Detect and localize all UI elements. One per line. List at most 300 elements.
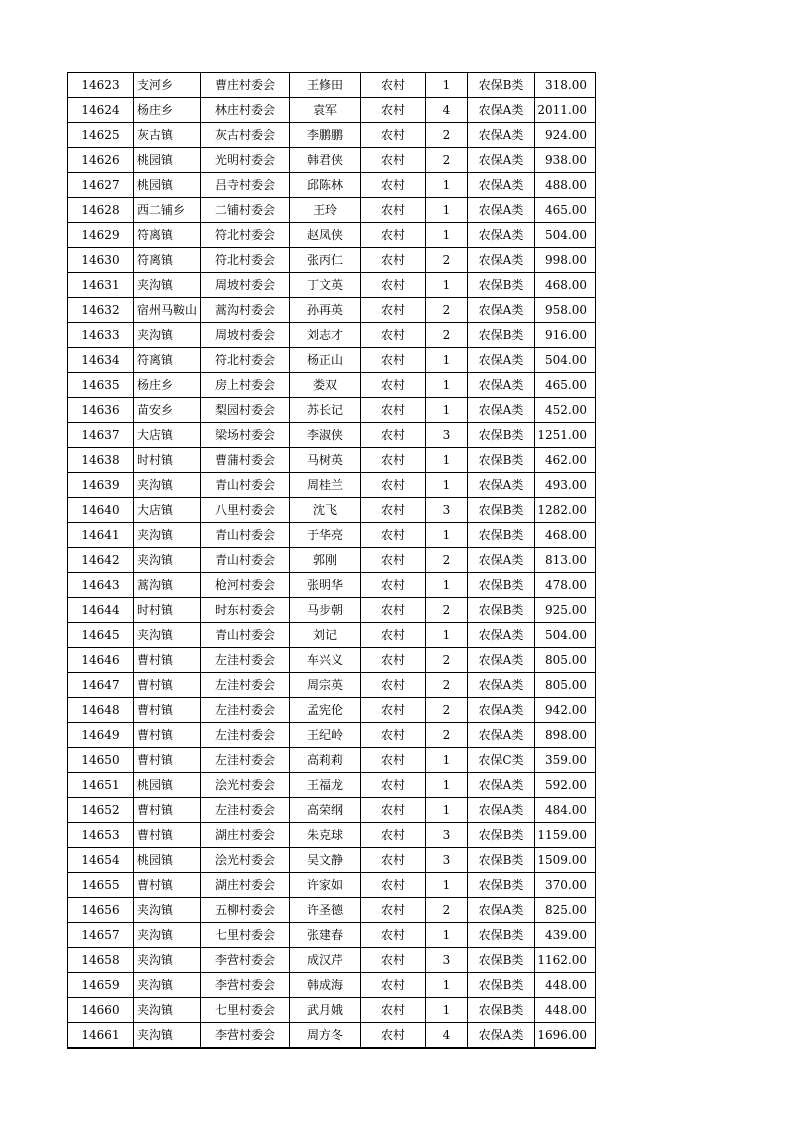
township-cell: 西二铺乡 [134, 198, 201, 223]
table-row [68, 323, 596, 348]
village-committee-cell: 周坡村委会 [201, 273, 290, 298]
village-committee-cell: 浍光村委会 [201, 848, 290, 873]
household-count-cell: 1 [426, 348, 468, 373]
amount-cell: 462.00 [535, 448, 596, 473]
village-committee-cell: 左洼村委会 [201, 723, 290, 748]
township-cell: 杨庄乡 [134, 98, 201, 123]
residence-type-cell: 农村 [361, 698, 426, 723]
table-row [68, 623, 596, 648]
residence-type-cell: 农村 [361, 998, 426, 1023]
insurance-class-cell: 农保A类 [468, 698, 535, 723]
township-cell: 大店镇 [134, 498, 201, 523]
amount-cell: 1159.00 [535, 823, 596, 848]
table-row [68, 248, 596, 273]
village-committee-cell: 李营村委会 [201, 948, 290, 973]
amount-cell: 318.00 [535, 73, 596, 98]
household-count-cell: 2 [426, 723, 468, 748]
table-row [68, 73, 596, 98]
household-count-cell: 1 [426, 923, 468, 948]
village-committee-cell: 左洼村委会 [201, 798, 290, 823]
person-name-cell: 周桂兰 [290, 473, 361, 498]
person-name-cell: 车兴义 [290, 648, 361, 673]
residence-type-cell: 农村 [361, 173, 426, 198]
person-name-cell: 高荣纲 [290, 798, 361, 823]
village-committee-cell: 左洼村委会 [201, 748, 290, 773]
township-cell: 曹村镇 [134, 823, 201, 848]
township-cell: 大店镇 [134, 423, 201, 448]
table-row [68, 898, 596, 923]
person-name-cell: 刘志才 [290, 323, 361, 348]
residence-type-cell: 农村 [361, 373, 426, 398]
data-sheet [67, 72, 587, 1049]
record-id-cell: 14654 [68, 848, 134, 873]
table-row [68, 723, 596, 748]
residence-type-cell: 农村 [361, 898, 426, 923]
amount-cell: 493.00 [535, 473, 596, 498]
person-name-cell: 李鹏鹏 [290, 123, 361, 148]
township-cell: 曹村镇 [134, 748, 201, 773]
insurance-class-cell: 农保B类 [468, 498, 535, 523]
person-name-cell: 张建春 [290, 923, 361, 948]
record-id-cell: 14628 [68, 198, 134, 223]
insurance-class-cell: 农保A类 [468, 473, 535, 498]
village-committee-cell: 李营村委会 [201, 1023, 290, 1049]
insurance-class-cell: 农保A类 [468, 773, 535, 798]
insurance-class-cell: 农保B类 [468, 73, 535, 98]
village-committee-cell: 湖庄村委会 [201, 823, 290, 848]
amount-cell: 504.00 [535, 623, 596, 648]
residence-type-cell: 农村 [361, 548, 426, 573]
insurance-class-cell: 农保B类 [468, 873, 535, 898]
amount-cell: 465.00 [535, 373, 596, 398]
residence-type-cell: 农村 [361, 198, 426, 223]
record-id-cell: 14658 [68, 948, 134, 973]
village-committee-cell: 符北村委会 [201, 348, 290, 373]
township-cell: 夹沟镇 [134, 473, 201, 498]
residence-type-cell: 农村 [361, 398, 426, 423]
residence-type-cell: 农村 [361, 73, 426, 98]
residence-type-cell: 农村 [361, 1023, 426, 1049]
record-id-cell: 14632 [68, 298, 134, 323]
village-committee-cell: 蒿沟村委会 [201, 298, 290, 323]
table-row [68, 1023, 596, 1049]
township-cell: 桃园镇 [134, 173, 201, 198]
person-name-cell: 武月娥 [290, 998, 361, 1023]
insurance-class-cell: 农保B类 [468, 423, 535, 448]
household-count-cell: 2 [426, 673, 468, 698]
record-id-cell: 14629 [68, 223, 134, 248]
table-row [68, 148, 596, 173]
person-name-cell: 袁军 [290, 98, 361, 123]
village-committee-cell: 时东村委会 [201, 598, 290, 623]
amount-cell: 925.00 [535, 598, 596, 623]
village-committee-cell: 符北村委会 [201, 223, 290, 248]
insurance-class-cell: 农保B类 [468, 573, 535, 598]
table-row [68, 998, 596, 1023]
insurance-class-cell: 农保A类 [468, 398, 535, 423]
insurance-class-cell: 农保A类 [468, 648, 535, 673]
household-count-cell: 2 [426, 298, 468, 323]
village-committee-cell: 枪河村委会 [201, 573, 290, 598]
insurance-class-cell: 农保B类 [468, 273, 535, 298]
residence-type-cell: 农村 [361, 448, 426, 473]
household-count-cell: 3 [426, 948, 468, 973]
village-committee-cell: 梨园村委会 [201, 398, 290, 423]
household-count-cell: 2 [426, 548, 468, 573]
household-count-cell: 2 [426, 598, 468, 623]
amount-cell: 2011.00 [535, 98, 596, 123]
amount-cell: 1282.00 [535, 498, 596, 523]
person-name-cell: 吴文静 [290, 848, 361, 873]
record-id-cell: 14648 [68, 698, 134, 723]
township-cell: 支河乡 [134, 73, 201, 98]
table-row [68, 98, 596, 123]
insurance-class-cell: 农保A类 [468, 798, 535, 823]
record-id-cell: 14643 [68, 573, 134, 598]
insurance-class-cell: 农保B类 [468, 823, 535, 848]
amount-cell: 1162.00 [535, 948, 596, 973]
table-row [68, 548, 596, 573]
township-cell: 杨庄乡 [134, 373, 201, 398]
record-id-cell: 14656 [68, 898, 134, 923]
amount-cell: 465.00 [535, 198, 596, 223]
person-name-cell: 马树英 [290, 448, 361, 473]
insurance-class-cell: 农保A类 [468, 373, 535, 398]
table-row [68, 673, 596, 698]
village-committee-cell: 青山村委会 [201, 473, 290, 498]
residence-type-cell: 农村 [361, 148, 426, 173]
record-id-cell: 14646 [68, 648, 134, 673]
amount-cell: 998.00 [535, 248, 596, 273]
table-row [68, 123, 596, 148]
village-committee-cell: 青山村委会 [201, 548, 290, 573]
residence-type-cell: 农村 [361, 873, 426, 898]
residence-type-cell: 农村 [361, 223, 426, 248]
person-name-cell: 王纪岭 [290, 723, 361, 748]
household-count-cell: 1 [426, 198, 468, 223]
village-committee-cell: 左洼村委会 [201, 648, 290, 673]
household-count-cell: 1 [426, 523, 468, 548]
township-cell: 符离镇 [134, 348, 201, 373]
residence-type-cell: 农村 [361, 273, 426, 298]
amount-cell: 478.00 [535, 573, 596, 598]
residence-type-cell: 农村 [361, 98, 426, 123]
amount-cell: 813.00 [535, 548, 596, 573]
township-cell: 夹沟镇 [134, 973, 201, 998]
residence-type-cell: 农村 [361, 973, 426, 998]
residence-type-cell: 农村 [361, 723, 426, 748]
record-id-cell: 14640 [68, 498, 134, 523]
record-id-cell: 14634 [68, 348, 134, 373]
amount-cell: 825.00 [535, 898, 596, 923]
table-row [68, 523, 596, 548]
household-count-cell: 3 [426, 423, 468, 448]
amount-cell: 1509.00 [535, 848, 596, 873]
person-name-cell: 成汉芹 [290, 948, 361, 973]
amount-cell: 488.00 [535, 173, 596, 198]
village-committee-cell: 左洼村委会 [201, 673, 290, 698]
record-id-cell: 14638 [68, 448, 134, 473]
record-id-cell: 14651 [68, 773, 134, 798]
person-name-cell: 周宗英 [290, 673, 361, 698]
person-name-cell: 王修田 [290, 73, 361, 98]
table-row [68, 573, 596, 598]
township-cell: 夹沟镇 [134, 273, 201, 298]
person-name-cell: 许圣德 [290, 898, 361, 923]
residence-type-cell: 农村 [361, 348, 426, 373]
village-committee-cell: 青山村委会 [201, 523, 290, 548]
record-id-cell: 14630 [68, 248, 134, 273]
residence-type-cell: 农村 [361, 773, 426, 798]
amount-cell: 504.00 [535, 223, 596, 248]
household-count-cell: 3 [426, 498, 468, 523]
household-count-cell: 1 [426, 748, 468, 773]
insurance-class-cell: 农保A类 [468, 548, 535, 573]
township-cell: 夹沟镇 [134, 948, 201, 973]
village-committee-cell: 曹蒲村委会 [201, 448, 290, 473]
residence-type-cell: 农村 [361, 248, 426, 273]
table-row [68, 798, 596, 823]
insurance-class-cell: 农保B类 [468, 948, 535, 973]
table-row [68, 598, 596, 623]
person-name-cell: 王玲 [290, 198, 361, 223]
insurance-class-cell: 农保A类 [468, 123, 535, 148]
person-name-cell: 马步朝 [290, 598, 361, 623]
record-id-cell: 14652 [68, 798, 134, 823]
record-id-cell: 14633 [68, 323, 134, 348]
village-committee-cell: 房上村委会 [201, 373, 290, 398]
amount-cell: 468.00 [535, 523, 596, 548]
record-id-cell: 14641 [68, 523, 134, 548]
amount-cell: 1251.00 [535, 423, 596, 448]
village-committee-cell: 青山村委会 [201, 623, 290, 648]
village-committee-cell: 浍光村委会 [201, 773, 290, 798]
record-id-cell: 14642 [68, 548, 134, 573]
record-id-cell: 14639 [68, 473, 134, 498]
residence-type-cell: 农村 [361, 923, 426, 948]
household-count-cell: 2 [426, 148, 468, 173]
person-name-cell: 邱陈林 [290, 173, 361, 198]
amount-cell: 592.00 [535, 773, 596, 798]
township-cell: 苗安乡 [134, 398, 201, 423]
village-committee-cell: 灰古村委会 [201, 123, 290, 148]
residence-type-cell: 农村 [361, 823, 426, 848]
township-cell: 夹沟镇 [134, 898, 201, 923]
insurance-class-cell: 农保A类 [468, 148, 535, 173]
village-committee-cell: 周坡村委会 [201, 323, 290, 348]
insurance-class-cell: 农保A类 [468, 673, 535, 698]
record-id-cell: 14627 [68, 173, 134, 198]
township-cell: 桃园镇 [134, 148, 201, 173]
record-id-cell: 14635 [68, 373, 134, 398]
insurance-class-cell: 农保B类 [468, 448, 535, 473]
insurance-class-cell: 农保A类 [468, 623, 535, 648]
amount-cell: 439.00 [535, 923, 596, 948]
table-row [68, 448, 596, 473]
township-cell: 曹村镇 [134, 798, 201, 823]
table-row [68, 848, 596, 873]
person-name-cell: 娄双 [290, 373, 361, 398]
residence-type-cell: 农村 [361, 473, 426, 498]
township-cell: 曹村镇 [134, 698, 201, 723]
record-id-cell: 14655 [68, 873, 134, 898]
record-id-cell: 14636 [68, 398, 134, 423]
household-count-cell: 1 [426, 998, 468, 1023]
person-name-cell: 苏长记 [290, 398, 361, 423]
township-cell: 桃园镇 [134, 848, 201, 873]
village-committee-cell: 林庄村委会 [201, 98, 290, 123]
residence-type-cell: 农村 [361, 673, 426, 698]
village-committee-cell: 光明村委会 [201, 148, 290, 173]
insurance-class-cell: 农保A类 [468, 723, 535, 748]
record-id-cell: 14660 [68, 998, 134, 1023]
person-name-cell: 韩成海 [290, 973, 361, 998]
table-row [68, 398, 596, 423]
township-cell: 夹沟镇 [134, 923, 201, 948]
amount-cell: 958.00 [535, 298, 596, 323]
table-row [68, 373, 596, 398]
insurance-class-cell: 农保B类 [468, 923, 535, 948]
insurance-class-cell: 农保A类 [468, 223, 535, 248]
residence-type-cell: 农村 [361, 848, 426, 873]
table-row [68, 923, 596, 948]
village-committee-cell: 八里村委会 [201, 498, 290, 523]
record-id-cell: 14647 [68, 673, 134, 698]
amount-cell: 484.00 [535, 798, 596, 823]
township-cell: 夹沟镇 [134, 1023, 201, 1049]
amount-cell: 898.00 [535, 723, 596, 748]
person-name-cell: 杨正山 [290, 348, 361, 373]
village-committee-cell: 二铺村委会 [201, 198, 290, 223]
household-count-cell: 1 [426, 73, 468, 98]
table-row [68, 498, 596, 523]
village-committee-cell: 符北村委会 [201, 248, 290, 273]
household-count-cell: 1 [426, 223, 468, 248]
table-row [68, 298, 596, 323]
household-count-cell: 1 [426, 773, 468, 798]
person-name-cell: 沈飞 [290, 498, 361, 523]
residence-type-cell: 农村 [361, 623, 426, 648]
amount-cell: 448.00 [535, 998, 596, 1023]
household-count-cell: 1 [426, 973, 468, 998]
record-id-cell: 14631 [68, 273, 134, 298]
household-count-cell: 3 [426, 848, 468, 873]
record-id-cell: 14657 [68, 923, 134, 948]
amount-cell: 805.00 [535, 648, 596, 673]
township-cell: 蒿沟镇 [134, 573, 201, 598]
household-count-cell: 1 [426, 623, 468, 648]
table-body [68, 73, 596, 1049]
township-cell: 宿州马鞍山 [134, 298, 201, 323]
person-name-cell: 张明华 [290, 573, 361, 598]
village-committee-cell: 五柳村委会 [201, 898, 290, 923]
record-id-cell: 14625 [68, 123, 134, 148]
village-committee-cell: 七里村委会 [201, 998, 290, 1023]
household-count-cell: 2 [426, 648, 468, 673]
residence-type-cell: 农村 [361, 948, 426, 973]
record-id-cell: 14644 [68, 598, 134, 623]
insurance-class-cell: 农保A类 [468, 298, 535, 323]
record-id-cell: 14661 [68, 1023, 134, 1049]
record-id-cell: 14626 [68, 148, 134, 173]
amount-cell: 1696.00 [535, 1023, 596, 1049]
village-committee-cell: 曹庄村委会 [201, 73, 290, 98]
residence-type-cell: 农村 [361, 523, 426, 548]
insurance-class-cell: 农保A类 [468, 173, 535, 198]
household-count-cell: 4 [426, 98, 468, 123]
person-name-cell: 孟宪伦 [290, 698, 361, 723]
insurance-class-cell: 农保B类 [468, 973, 535, 998]
person-name-cell: 许家如 [290, 873, 361, 898]
household-count-cell: 1 [426, 798, 468, 823]
table-row [68, 348, 596, 373]
record-id-cell: 14623 [68, 73, 134, 98]
table-row [68, 173, 596, 198]
insurance-class-cell: 农保A类 [468, 348, 535, 373]
village-committee-cell: 梁场村委会 [201, 423, 290, 448]
township-cell: 符离镇 [134, 248, 201, 273]
residence-type-cell: 农村 [361, 298, 426, 323]
household-count-cell: 1 [426, 273, 468, 298]
insurance-class-cell: 农保B类 [468, 848, 535, 873]
amount-cell: 938.00 [535, 148, 596, 173]
township-cell: 曹村镇 [134, 873, 201, 898]
residence-type-cell: 农村 [361, 323, 426, 348]
township-cell: 夹沟镇 [134, 523, 201, 548]
village-committee-cell: 左洼村委会 [201, 698, 290, 723]
household-count-cell: 4 [426, 1023, 468, 1049]
records-table [67, 72, 596, 1049]
record-id-cell: 14645 [68, 623, 134, 648]
record-id-cell: 14653 [68, 823, 134, 848]
table-row [68, 473, 596, 498]
person-name-cell: 郭刚 [290, 548, 361, 573]
person-name-cell: 高莉莉 [290, 748, 361, 773]
table-row [68, 823, 596, 848]
household-count-cell: 1 [426, 398, 468, 423]
residence-type-cell: 农村 [361, 573, 426, 598]
household-count-cell: 1 [426, 473, 468, 498]
township-cell: 桃园镇 [134, 773, 201, 798]
insurance-class-cell: 农保B类 [468, 998, 535, 1023]
residence-type-cell: 农村 [361, 648, 426, 673]
village-committee-cell: 七里村委会 [201, 923, 290, 948]
person-name-cell: 刘记 [290, 623, 361, 648]
township-cell: 夹沟镇 [134, 323, 201, 348]
township-cell: 时村镇 [134, 448, 201, 473]
amount-cell: 448.00 [535, 973, 596, 998]
insurance-class-cell: 农保A类 [468, 98, 535, 123]
village-committee-cell: 李营村委会 [201, 973, 290, 998]
insurance-class-cell: 农保B类 [468, 598, 535, 623]
person-name-cell: 韩君侠 [290, 148, 361, 173]
amount-cell: 916.00 [535, 323, 596, 348]
township-cell: 夹沟镇 [134, 548, 201, 573]
township-cell: 曹村镇 [134, 648, 201, 673]
household-count-cell: 3 [426, 823, 468, 848]
residence-type-cell: 农村 [361, 598, 426, 623]
table-row [68, 273, 596, 298]
township-cell: 曹村镇 [134, 723, 201, 748]
insurance-class-cell: 农保A类 [468, 248, 535, 273]
record-id-cell: 14650 [68, 748, 134, 773]
amount-cell: 942.00 [535, 698, 596, 723]
person-name-cell: 张丙仁 [290, 248, 361, 273]
household-count-cell: 2 [426, 248, 468, 273]
township-cell: 灰古镇 [134, 123, 201, 148]
person-name-cell: 朱克球 [290, 823, 361, 848]
household-count-cell: 1 [426, 173, 468, 198]
